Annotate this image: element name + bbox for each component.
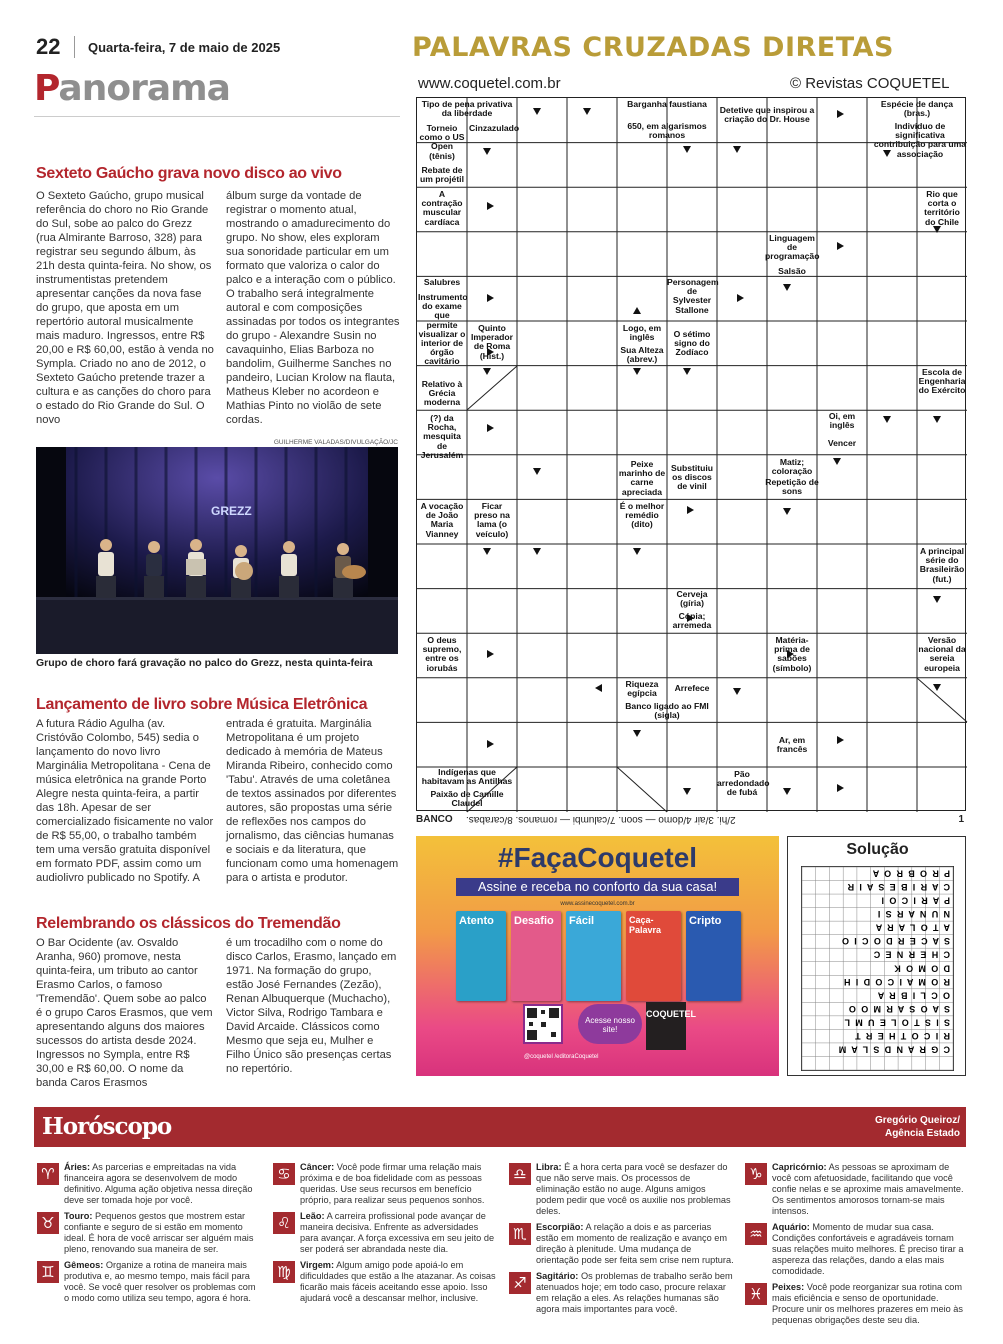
zodiac-icon: ♌ [273, 1212, 295, 1234]
clue-arrow-icon [487, 650, 494, 658]
publication-date: Quarta-feira, 7 de maio de 2025 [88, 40, 281, 55]
clue-arrow-icon [487, 294, 494, 302]
solution-box [787, 836, 966, 1076]
crossword-clue: Espécie de dança (bras.) [880, 99, 954, 119]
solution-row: R I C O T H E R T [853, 1030, 950, 1041]
solution-row: D O M O K [892, 963, 950, 974]
horoscope-sign [744, 1282, 970, 1326]
section-title: Panorama [34, 68, 230, 109]
crossword-clue: O sétimo signo do Zodíaco [673, 329, 711, 358]
solution-row: C G R A N D S L A M [837, 1044, 950, 1055]
article-title: Sexteto Gaúcho grava novo disco ao vivo [36, 165, 342, 182]
concert-photo [36, 447, 398, 654]
zodiac-icon: ♑ [745, 1163, 767, 1185]
magazine-cover: Fácil [566, 911, 621, 1001]
crossword-clue: Substituiu os discos de vinil [670, 463, 713, 492]
crossword-clue: A vocação de João Maria Vianney [420, 501, 464, 539]
clue-arrow-icon [683, 788, 691, 795]
banco-strip [416, 814, 966, 828]
ad-social: @coquetel /editoraCoquetel [524, 1054, 599, 1060]
solution-row: A T O L A R A [874, 922, 950, 933]
crossword-clue: Ar, em francês [776, 735, 808, 755]
photo-credit: GUILHERME VALADAS/DIVULGAÇÃO/JC [273, 439, 398, 446]
sign-name: Aquário: [772, 1222, 810, 1232]
clue-arrow-icon [687, 506, 694, 514]
crossword-clue: Logo, em inglês [622, 323, 662, 343]
qr-code[interactable] [523, 1004, 563, 1044]
clue-arrow-icon [933, 684, 941, 691]
clue-arrow-icon [933, 596, 941, 603]
crossword-clue: Peixe marinho de carne apreciada [618, 459, 666, 497]
sign-text: Momento de mudar sua casa. Condições confortáveis e agradáveis tornam suas relações muito melhores. É preciso tirar a aspereza das relações, dando a elas mais comodidade. [772, 1222, 964, 1276]
crossword-clue: Sua Alteza (abrev.) [620, 345, 664, 365]
crossword-clue: Indígenas que habitavam as Antilhas [421, 767, 513, 787]
zodiac-icon: ♈ [37, 1163, 59, 1185]
magazine-cover: Desafio [511, 911, 561, 1001]
crossword-clue: O deus supremo, entre os iorubás [422, 635, 462, 673]
clue-arrow-icon [533, 468, 541, 475]
puzzle-number: 1 [958, 814, 964, 825]
stage-sign: GREZZ [211, 504, 252, 518]
clue-arrow-icon [483, 148, 491, 155]
solution-row: S A O S A R M O O [847, 1003, 950, 1014]
crossword-clue: Arrefece [674, 683, 710, 693]
crossword-clue: Riqueza egípcia [625, 679, 659, 699]
crossword-clue: A contração muscular cardíaca [421, 189, 463, 227]
horoscope-sign [744, 1222, 970, 1277]
clue-arrow-icon [837, 242, 844, 250]
crossword-clue: Linguagem de programação [765, 233, 820, 262]
puzzle-website: www.coquetel.com.br [418, 75, 561, 92]
ad-headline: #FaçaCoquetel [497, 842, 698, 873]
clue-arrow-icon [583, 108, 591, 115]
crossword-clue: Vencer [827, 438, 857, 448]
zodiac-icon: ♓ [745, 1283, 767, 1305]
horoscope-column [508, 1162, 734, 1320]
clue-arrow-icon [487, 740, 494, 748]
crossword-clue: Escola de Engenharia do Exército [918, 367, 966, 396]
clue-arrow-icon [837, 784, 844, 792]
sign-text: Organize a rotina de maneira mais produtiva e, ao mesmo tempo, mais fácil para você. Se você quer resolver os problemas com o modo como utiliza seu tempo, agora é hora. [64, 1260, 256, 1303]
clue-arrow-icon [633, 730, 641, 737]
crossword-clue: Pão arredondado de fubá [717, 769, 770, 798]
sign-name: Capricórnio: [772, 1162, 827, 1172]
crossword-clue: Repetição de sons [765, 477, 819, 497]
zodiac-icon: ♒ [745, 1223, 767, 1245]
solution-row: S I S T O L E U M L [843, 1017, 950, 1028]
horoscope-sign [508, 1222, 734, 1266]
puzzle-rights: © Revistas COQUETEL [790, 75, 950, 92]
clue-arrow-icon [783, 788, 791, 795]
sign-text: Você pode reorganizar sua rotina com mais eficiência e senso de oportunidade. Procure unir os melhores prazeres em meio às pequenas obrigações deste seu dia. [772, 1282, 963, 1325]
coquetel-ad[interactable] [416, 836, 779, 1076]
article-title: Relembrando os clássicos do Tremendão [36, 915, 341, 932]
clue-arrow-icon [487, 202, 494, 210]
article-column: entrada é gratuita. Marginália Metropolitana é um projeto dedicado à memória de Mateus Miranda Ribeiro, conhecido como 'Tabu'. Através de uma coletânea de textos assinados por diferentes autores, são propostas uma série de reflexões nos campos do jornalismo, das ciências humanas e sociais e da literatura, que funcionam como uma homenagem para o artista e produtor. [226, 718, 399, 884]
magazine-cover: Caça-Palavra [626, 911, 681, 1001]
clue-arrow-icon [487, 424, 494, 432]
crossword-clue: Tipo de pena privativa da liberdade [421, 99, 513, 119]
clue-arrow-icon [483, 548, 491, 555]
article-column: O Sexteto Gaúcho, grupo musical referência do choro no Rio Grande do Sul, sobe ao palco do Grezz (rua Almirante Barroso, 328) para registrar seu segundo álbum, às 21h desta quinta-feira. No show, os instrumentistas pretendem apresentar canções da nova fase do grupo, que aposta em um repertório autoral musicalmente mais maduro. Ingressos, entre R$ 20,00 e R$ 60,00, estão à venda no Sympla. Criado no ano de 2012, o Sexteto Gaúcho pretende trazer a cultura e as canções do choro para o estado do Rio Grande do Sul. O novo [36, 190, 214, 426]
horoscope-column [36, 1162, 262, 1309]
clue-arrow-icon [783, 284, 791, 291]
crossword-clue: Salubres [423, 277, 461, 287]
magazine-cover: Atento [456, 911, 506, 1001]
solution-row: N U N A R S I [876, 909, 950, 920]
sign-text: É a hora certa para você se desfazer do que não serve mais. Os processos de eliminação estão no auge. Alguns amigos podem pedir que você os auxilie nos problemas deles. [536, 1162, 731, 1216]
article-title: Lançamento de livro sobre Música Eletrônica [36, 696, 368, 713]
zodiac-icon: ♋ [273, 1163, 295, 1185]
sign-text: As parcerias e empreitadas na vida financeira agora se desenvolvem de modo definitivo. Alguma ação objetiva nessa direção deve ser tomada hoje por você. [64, 1162, 253, 1205]
crossword-clue: Indivíduo de significativa contribuição para uma associação [873, 121, 967, 159]
horoscope-author: Gregório Queiroz/ Agência Estado [874, 1115, 960, 1139]
zodiac-icon: ♉ [37, 1212, 59, 1234]
zodiac-icon: ♎ [509, 1163, 531, 1185]
solution-row: S A C E R D O C I O [840, 936, 950, 947]
crossword-clue: Matiz; coloração [771, 457, 813, 477]
horoscope-column [744, 1162, 970, 1331]
sign-name: Sagitário: [536, 1271, 579, 1281]
horoscope-sign [272, 1211, 498, 1255]
crossword-grid[interactable] [416, 97, 966, 811]
ad-url[interactable]: www.assinecoquetel.com.br [560, 901, 635, 907]
solution-row: C A R I B E S A I R [846, 882, 950, 893]
crossword-clue: Banco ligado ao FMI (sigla) [625, 701, 709, 721]
crossword-clue: Matéria-prima de sabões (símbolo) [772, 635, 812, 673]
clue-arrow-icon [595, 684, 602, 692]
clue-arrow-icon [883, 416, 891, 423]
crossword-clue: Personagem de Sylvester Stallone [667, 277, 719, 315]
coquetel-logo: COQUETEL [646, 1002, 686, 1050]
crossword-clue: Rio que corta o território do Chile [924, 189, 960, 227]
zodiac-icon: ♍ [273, 1261, 295, 1283]
clue-arrow-icon [533, 108, 541, 115]
crossword-clue: Paixão de Camille Claudel [430, 789, 504, 809]
clue-arrow-icon [933, 416, 941, 423]
crossword-clue: Quinto Imperador de Roma (Hist.) [470, 323, 514, 361]
solution-row: C H E R N E C [872, 949, 950, 960]
sign-text: A carreira profissional pode avançar de maneira decisiva. Enfrente as adversidades para avançar. A força excessiva em seu jeito de ser poderá ser abrandada neste dia. [300, 1211, 495, 1254]
sign-name: Virgem: [300, 1260, 335, 1270]
crossword-clue: Oi, em inglês [828, 411, 856, 431]
clue-arrow-icon [533, 548, 541, 555]
sign-name: Leão: [300, 1211, 325, 1221]
crossword-clue: Versão nacional da sereia europeia [918, 635, 966, 673]
horoscope-sign [272, 1260, 498, 1304]
horoscope-title: Horóscopo [42, 1113, 172, 1140]
clue-arrow-icon [483, 368, 491, 375]
horoscope-sign [508, 1271, 734, 1315]
header-divider [74, 36, 75, 58]
crossword-clue: Salsão [778, 266, 806, 276]
zodiac-icon: ♐ [509, 1272, 531, 1294]
zodiac-icon: ♊ [37, 1261, 59, 1283]
clue-arrow-icon [683, 368, 691, 375]
horoscope-sign [508, 1162, 734, 1217]
sign-text: Pequenos gestos que mostrem estar confiante e seguro de si estão em momento ideal. É hora de você arriscar ser alguém mais pleno, renovando sua maneira de ser. [64, 1211, 254, 1254]
horoscope-sign [36, 1260, 262, 1304]
puzzle-title: PALAVRAS CRUZADAS DIRETAS [412, 32, 894, 63]
crossword-clue: Barganha faustiana [627, 99, 707, 109]
banco-label: BANCO [416, 814, 453, 825]
crossword-clue: 650, em algarismos romanos [627, 121, 707, 141]
clue-arrow-icon [633, 368, 641, 375]
crossword-clue: Cerveja (gíria) [676, 589, 708, 609]
sign-text: As pessoas se aproximam de você com afetuosidade, facilitando que você confie nelas e se aproxime mais amavelmente. Os sentimentos amorosos tornam-se mais intensos. [772, 1162, 964, 1216]
horoscope-sign [36, 1162, 262, 1206]
sign-name: Touro: [64, 1211, 93, 1221]
photo-caption: Grupo de choro fará gravação no palco do Grezz, nesta quinta-feira [36, 657, 373, 669]
sign-name: Áries: [64, 1162, 91, 1172]
sign-text: Algum amigo pode apoiá-lo em dificuldades que estão a lhe atazanar. As coisas ficarão mais fáceis aceitando esse apoio. Isso ajudará você a descansar melhor, inclusive. [300, 1260, 496, 1303]
article-column: é um trocadilho com o nome do disco Carlos, Erasmo, lançado em 1971. Na formação do grupo, estão José Fernandes (Zezão), Renan Albuquerque (Muchacho), Victor Silva, Rodrigo Tambara e David Arcaide. Clássicos como Mesmo que seja eu, Mulher e Filho Único são presenças certas no repertório. [226, 937, 397, 1075]
clue-arrow-icon [633, 307, 641, 314]
clue-arrow-icon [733, 688, 741, 695]
horoscope-column [272, 1162, 498, 1309]
sign-text: Você pode firmar uma relação mais próxima e de boa fidelidade com as pessoas queridas. Use seus recursos em benefício próprio, para realizar seus pequenos sonhos. [300, 1162, 485, 1205]
crossword-clue: Cinzazulado [469, 123, 520, 133]
crossword-clue: (?) da Rocha, mesquita de Jerusalém [420, 413, 464, 460]
sign-name: Gêmeos: [64, 1260, 104, 1270]
sign-name: Câncer: [300, 1162, 335, 1172]
sign-name: Peixes: [772, 1282, 805, 1292]
clue-arrow-icon [633, 548, 641, 555]
crossword-clue: Ficar preso na lama (o veículo) [474, 501, 510, 539]
solution-row: P A R I C O I [880, 895, 950, 906]
section-rule [34, 116, 400, 117]
solution-grid [801, 866, 954, 1071]
horoscope-sign [36, 1211, 262, 1255]
crossword-clue: Cópia; arremeda [672, 611, 712, 631]
crossword-clue: A principal série do Brasileirão (fut.) [919, 546, 965, 584]
crossword-clue: Relativo à Grécia moderna [421, 379, 463, 408]
article-column: O Bar Ocidente (av. Osvaldo Aranha, 960) promove, nesta quinta-feira, um tributo ao cantor Erasmo Carlos, o famoso 'Tremendão'. Quem sobe ao palco é o grupo Caros Erasmos, que vem apresentando alguns dos maiores sucessos do artista desde 2024. Ingressos no Sympla, entre R$ 30,00 e R$ 60,00. O nome da banda Caros Erasmos [36, 937, 213, 1089]
crossword-clue: Instrumento do exame que permite visualizar o interior de órgão cavitário [418, 292, 468, 367]
banco-text: 2/hi. 3/air 4/domo — soon. 7/calumbi — romanos. 8/carabas. [466, 814, 736, 825]
clue-arrow-icon [733, 146, 741, 153]
article-column: A futura Rádio Agulha (av. Cristóvão Colombo, 545) sedia o lançamento do novo livro Marginália Metropolitana - Cena de música eletrônica na grande Porto Alegre nesta quinta-feira, a partir das 18h. Apesar de ser comercializado fisicamente no valor de R$ 55,00, o trabalho também tem uma versão gratuita disponível em formato PDF, assim como um audiolivro publicado no Spotify. A [36, 718, 214, 884]
crossword-clue: Detetive que inspirou a criação do Dr. House [719, 105, 815, 125]
article-column: álbum surge da vontade de registrar o momento atual, mostrando o amadurecimento do grupo. No show, eles exploram sua sonoridade particular em um formato que valoriza o calor do palco e a interação com o público. O trabalho será integralmente autoral e com composições assinadas por todos os integrantes do grupo - Alexandre Susin no cavaquinho, Elias Barboza no bandolim, Guilherme Sanches no pandeiro, Lucian Krolow na flauta, Matheus Kleber no acordeon e Mathias Pinto no violão de sete cordas. [226, 190, 400, 426]
clue-arrow-icon [837, 110, 844, 118]
clue-arrow-icon [683, 146, 691, 153]
zodiac-icon: ♏ [509, 1223, 531, 1245]
clue-arrow-icon [837, 736, 844, 744]
crossword-clue: Torneio como o US Open (tênis) [419, 123, 465, 161]
sign-text: Os problemas de trabalho serão bem atenuados hoje; em todo caso, procure relaxar em relação a eles. As relações humanas são agora mais importantes para você. [536, 1271, 733, 1314]
sign-name: Libra: [536, 1162, 562, 1172]
clue-arrow-icon [737, 294, 744, 302]
clue-arrow-icon [783, 508, 791, 515]
page-number: 22 [36, 34, 61, 59]
solution-row: R O M A I C O D I H [842, 976, 950, 987]
crossword-clue: É o melhor remédio (dito) [619, 501, 665, 530]
solution-row: P R O B R O A [871, 868, 950, 879]
clue-arrow-icon [833, 458, 841, 465]
ad-subline: Assine e receba no conforto da sua casa! [456, 878, 739, 896]
horoscope-header [34, 1107, 966, 1147]
sign-name: Escorpião: [536, 1222, 584, 1232]
sign-text: A relação a dois e as parcerias estão em momento de realização e avanço em direção à plenitude. Uma mudança de orientação pode ser feita sem crise nem ruptura. [536, 1222, 734, 1265]
horoscope-sign [272, 1162, 498, 1206]
crossword-clue: Rebate de um projétil [420, 165, 464, 185]
magazine-cover: Cripto [686, 911, 741, 1001]
horoscope-sign [744, 1162, 970, 1217]
visit-site-button[interactable]: Acesse nosso site! [578, 1004, 642, 1044]
solution-row: O C L I B R A [876, 990, 950, 1001]
solution-title: Solução [846, 841, 909, 858]
